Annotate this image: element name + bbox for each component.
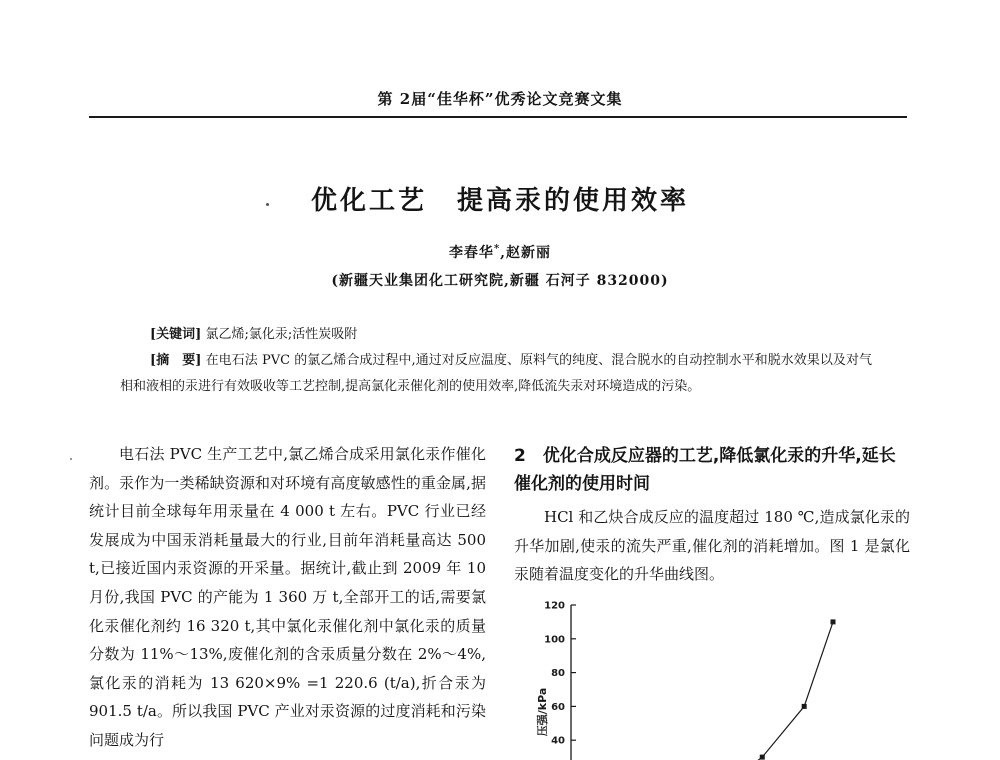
y-axis-label: 压强/kPa bbox=[536, 687, 549, 737]
header-rule bbox=[89, 116, 907, 118]
author-line bbox=[0, 242, 1000, 262]
abstract-text: 在电石法 PVC 的氯乙烯合成过程中,通过对反应温度、原料气的纯度、混合脱水的自动控制水平和脱水效果以及对气相和液相的汞进行有效吸收等工艺控制,提高氯化汞催化剂的使用效率,降低流失汞对环境造成的污染。 bbox=[120, 353, 872, 394]
figure-1-chart bbox=[520, 590, 920, 760]
data-point bbox=[831, 619, 836, 624]
abstract-tag: [摘 要] bbox=[150, 353, 202, 368]
data-point bbox=[760, 755, 765, 760]
running-header: 第 2届“佳华杯”优秀论文竞赛文集 bbox=[377, 90, 623, 108]
y-tick-label: 120 bbox=[544, 600, 565, 612]
y-axis-label-group bbox=[535, 688, 549, 737]
author-name-2: ,赵新丽 bbox=[500, 245, 552, 261]
article-title bbox=[0, 180, 1000, 217]
keywords-text: 氯乙烯;氯化汞;活性炭吸附 bbox=[205, 327, 358, 342]
article-title-part2: 提高汞的使用效率 bbox=[457, 186, 690, 216]
series-group bbox=[715, 619, 835, 760]
keywords-line bbox=[150, 323, 357, 342]
section-2-heading: 2 优化合成反应器的工艺,降低氯化汞的升华,延长催化剂的使用时间 bbox=[514, 446, 896, 494]
keywords-tag: [关键词] bbox=[150, 327, 202, 342]
article-title-part1: 优化工艺 bbox=[310, 186, 427, 216]
author-name-1: 李春华 bbox=[448, 245, 494, 261]
y-tick-label: 40 bbox=[551, 735, 565, 747]
series-line bbox=[718, 622, 833, 760]
abstract bbox=[120, 348, 872, 400]
section-2-paragraph: HCl 和乙炔合成反应的温度超过 180 ℃,造成氯化汞的升华加剧,使汞的流失严重,催化剂的消耗增加。图 1 是氯化汞随着温度变化的升华曲线图。 bbox=[514, 508, 910, 583]
affiliation: (新疆天业集团化工研究院,新疆 石河子 832000) bbox=[331, 273, 669, 289]
y-tick-label: 100 bbox=[544, 634, 565, 646]
scan-speck-2 bbox=[70, 458, 72, 460]
body-left-column bbox=[89, 440, 486, 755]
y-tick-label: 60 bbox=[551, 701, 565, 713]
data-point bbox=[802, 704, 807, 709]
y-tick-label: 80 bbox=[551, 668, 565, 680]
chart-svg bbox=[520, 590, 920, 760]
corresponding-author-mark: * bbox=[493, 243, 501, 255]
intro-paragraph: 电石法 PVC 生产工艺中,氯乙烯合成采用氯化汞作催化剂。汞作为一类稀缺资源和对环境有高度敏感性的重金属,据统计目前全球每年用汞量在 4 000 t 左右。PVC 行业已经发展成为中国汞消耗量最大的行业,目前年消耗量高达 500 t,已接近国内汞资源的开采量。据统计,截止到 2009 年 10 月份,我国 PVC 的产能为 1 360 万 t,全部开工的话,需要氯化汞催化剂约 16 320 t,其中氯化汞催化剂中氯化汞的质量分数为 11%～13%,废催化剂的含汞质量分数在 2%～4%,氯化汞的消耗为 13 620×9% =1 220.6 (t/a),折合汞为 901.5 t/a。所以我国 PVC 产业对汞资源的过度消耗和污染问题成为行 bbox=[89, 445, 486, 749]
